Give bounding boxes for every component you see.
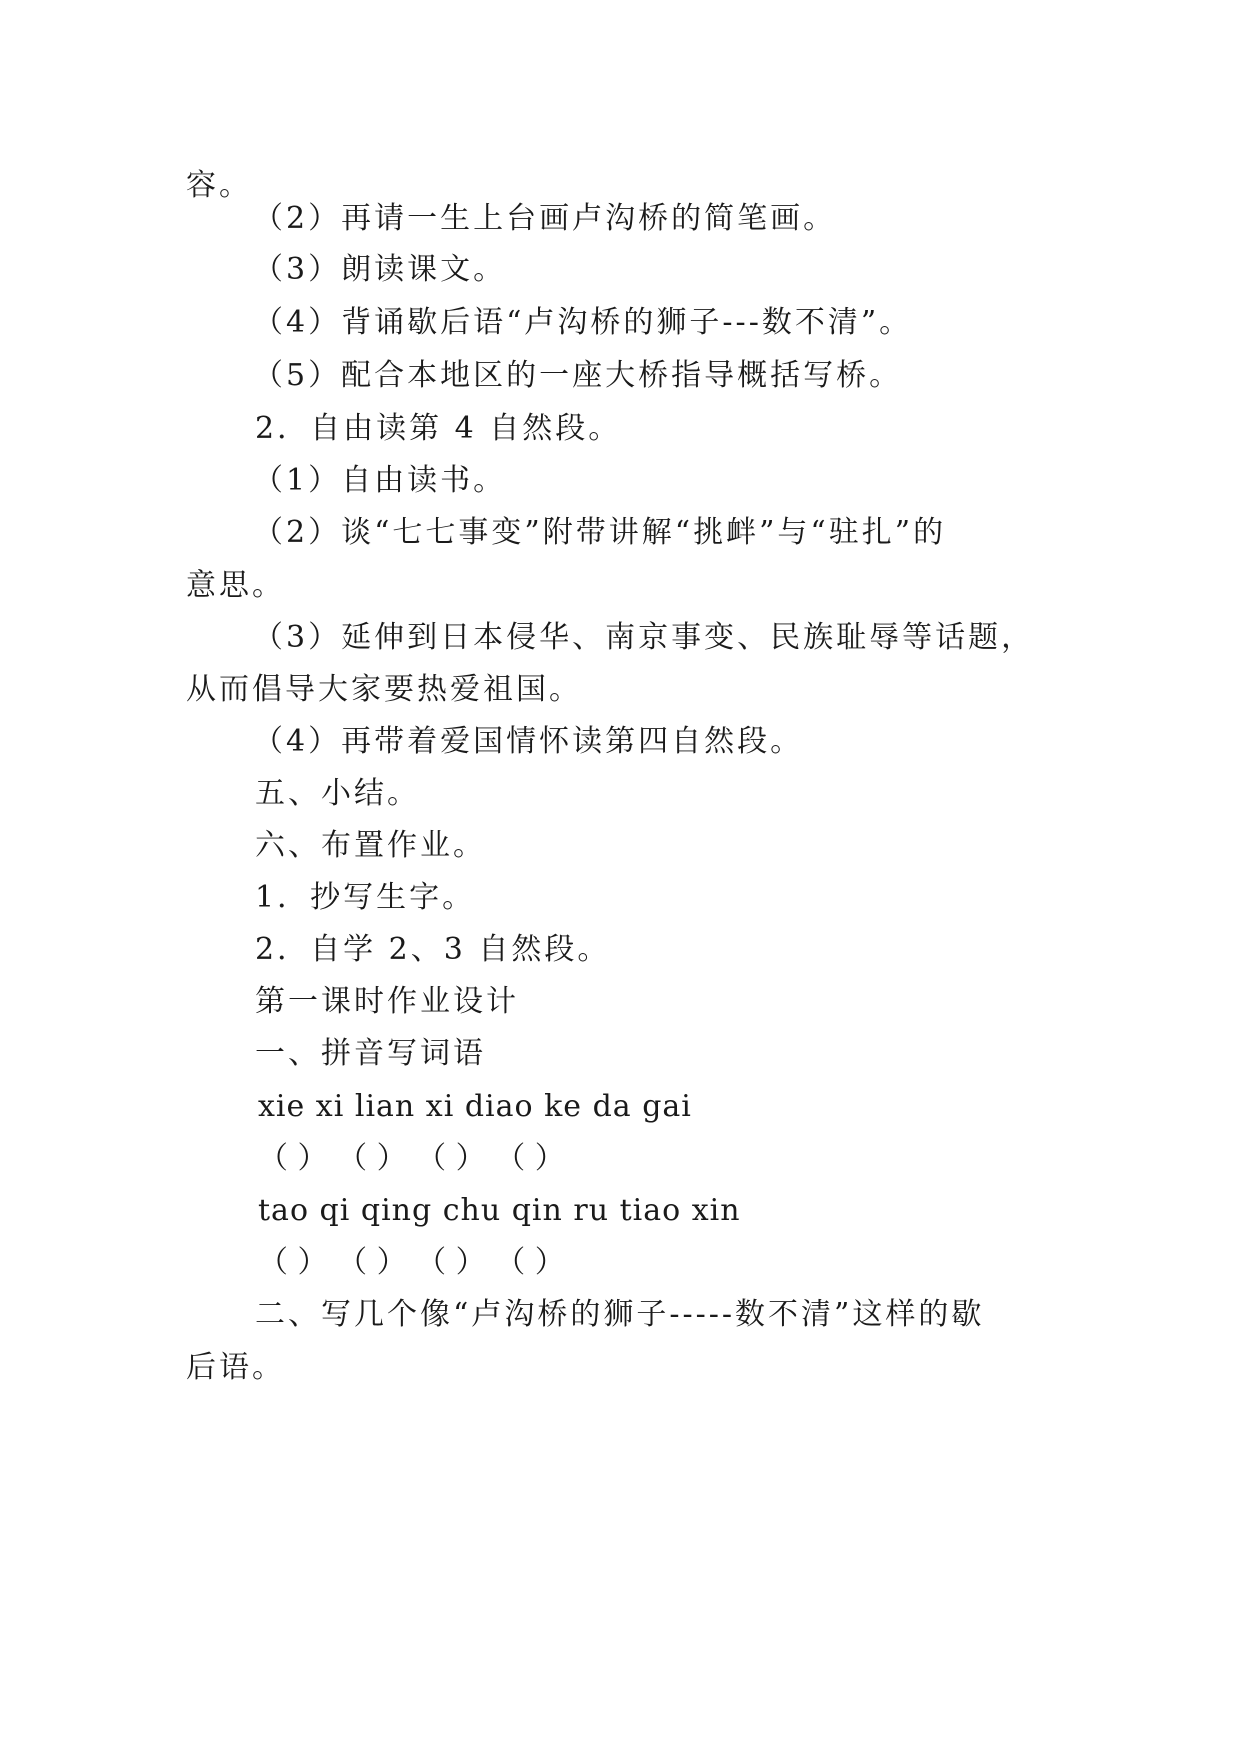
text-line-step-3: （3）朗读课文。 (253, 252, 507, 287)
text-line-continuation: 意思。 (186, 568, 285, 603)
text-line-exercise-1: 一、拼音写词语 (255, 1036, 486, 1071)
answer-blanks-row-1: （ ） （ ） （ ） （ ） (258, 1141, 565, 1176)
pinyin-row-2: tao qi qing chu qin ru tiao xin (258, 1193, 741, 1228)
text-line-homework-1: 1．抄写生字。 (255, 880, 476, 915)
text-line-step-2: （2）再请一生上台画卢沟桥的简笔画。 (253, 201, 837, 236)
text-line-section-5: 五、小结。 (255, 776, 420, 811)
text-line-section-6: 六、布置作业。 (255, 828, 486, 863)
text-line-continuation: 后语。 (186, 1350, 285, 1385)
text-line-substep-4: （4）再带着爱国情怀读第四自然段。 (253, 724, 804, 759)
text-line-step-5: （5）配合本地区的一座大桥指导概括写桥。 (253, 358, 903, 393)
text-line-homework-2: 2．自学 2、3 自然段。 (255, 932, 611, 967)
text-line-continuation: 容。 (186, 168, 252, 203)
text-line-substep-3: （3）延伸到日本侵华、南京事变、民族耻辱等话题， (253, 620, 1035, 655)
text-line-substep-2: （2）谈“七七事变”附带讲解“挑衅”与“驻扎”的 (253, 515, 947, 550)
text-line-step-4: （4）背诵歇后语“卢沟桥的狮子---数不清”。 (253, 305, 913, 340)
text-line-substep-1: （1）自由读书。 (253, 463, 507, 498)
text-line-item-2: 2．自由读第 4 自然段。 (255, 411, 622, 446)
answer-blanks-row-2: （ ） （ ） （ ） （ ） (258, 1245, 565, 1280)
text-line-exercise-2: 二、写几个像“卢沟桥的狮子-----数不清”这样的歇 (255, 1297, 985, 1332)
pinyin-row-1: xie xi lian xi diao ke da gai (258, 1089, 692, 1124)
text-line-continuation: 从而倡导大家要热爱祖国。 (186, 672, 582, 707)
text-line-heading-design: 第一课时作业设计 (255, 984, 519, 1019)
